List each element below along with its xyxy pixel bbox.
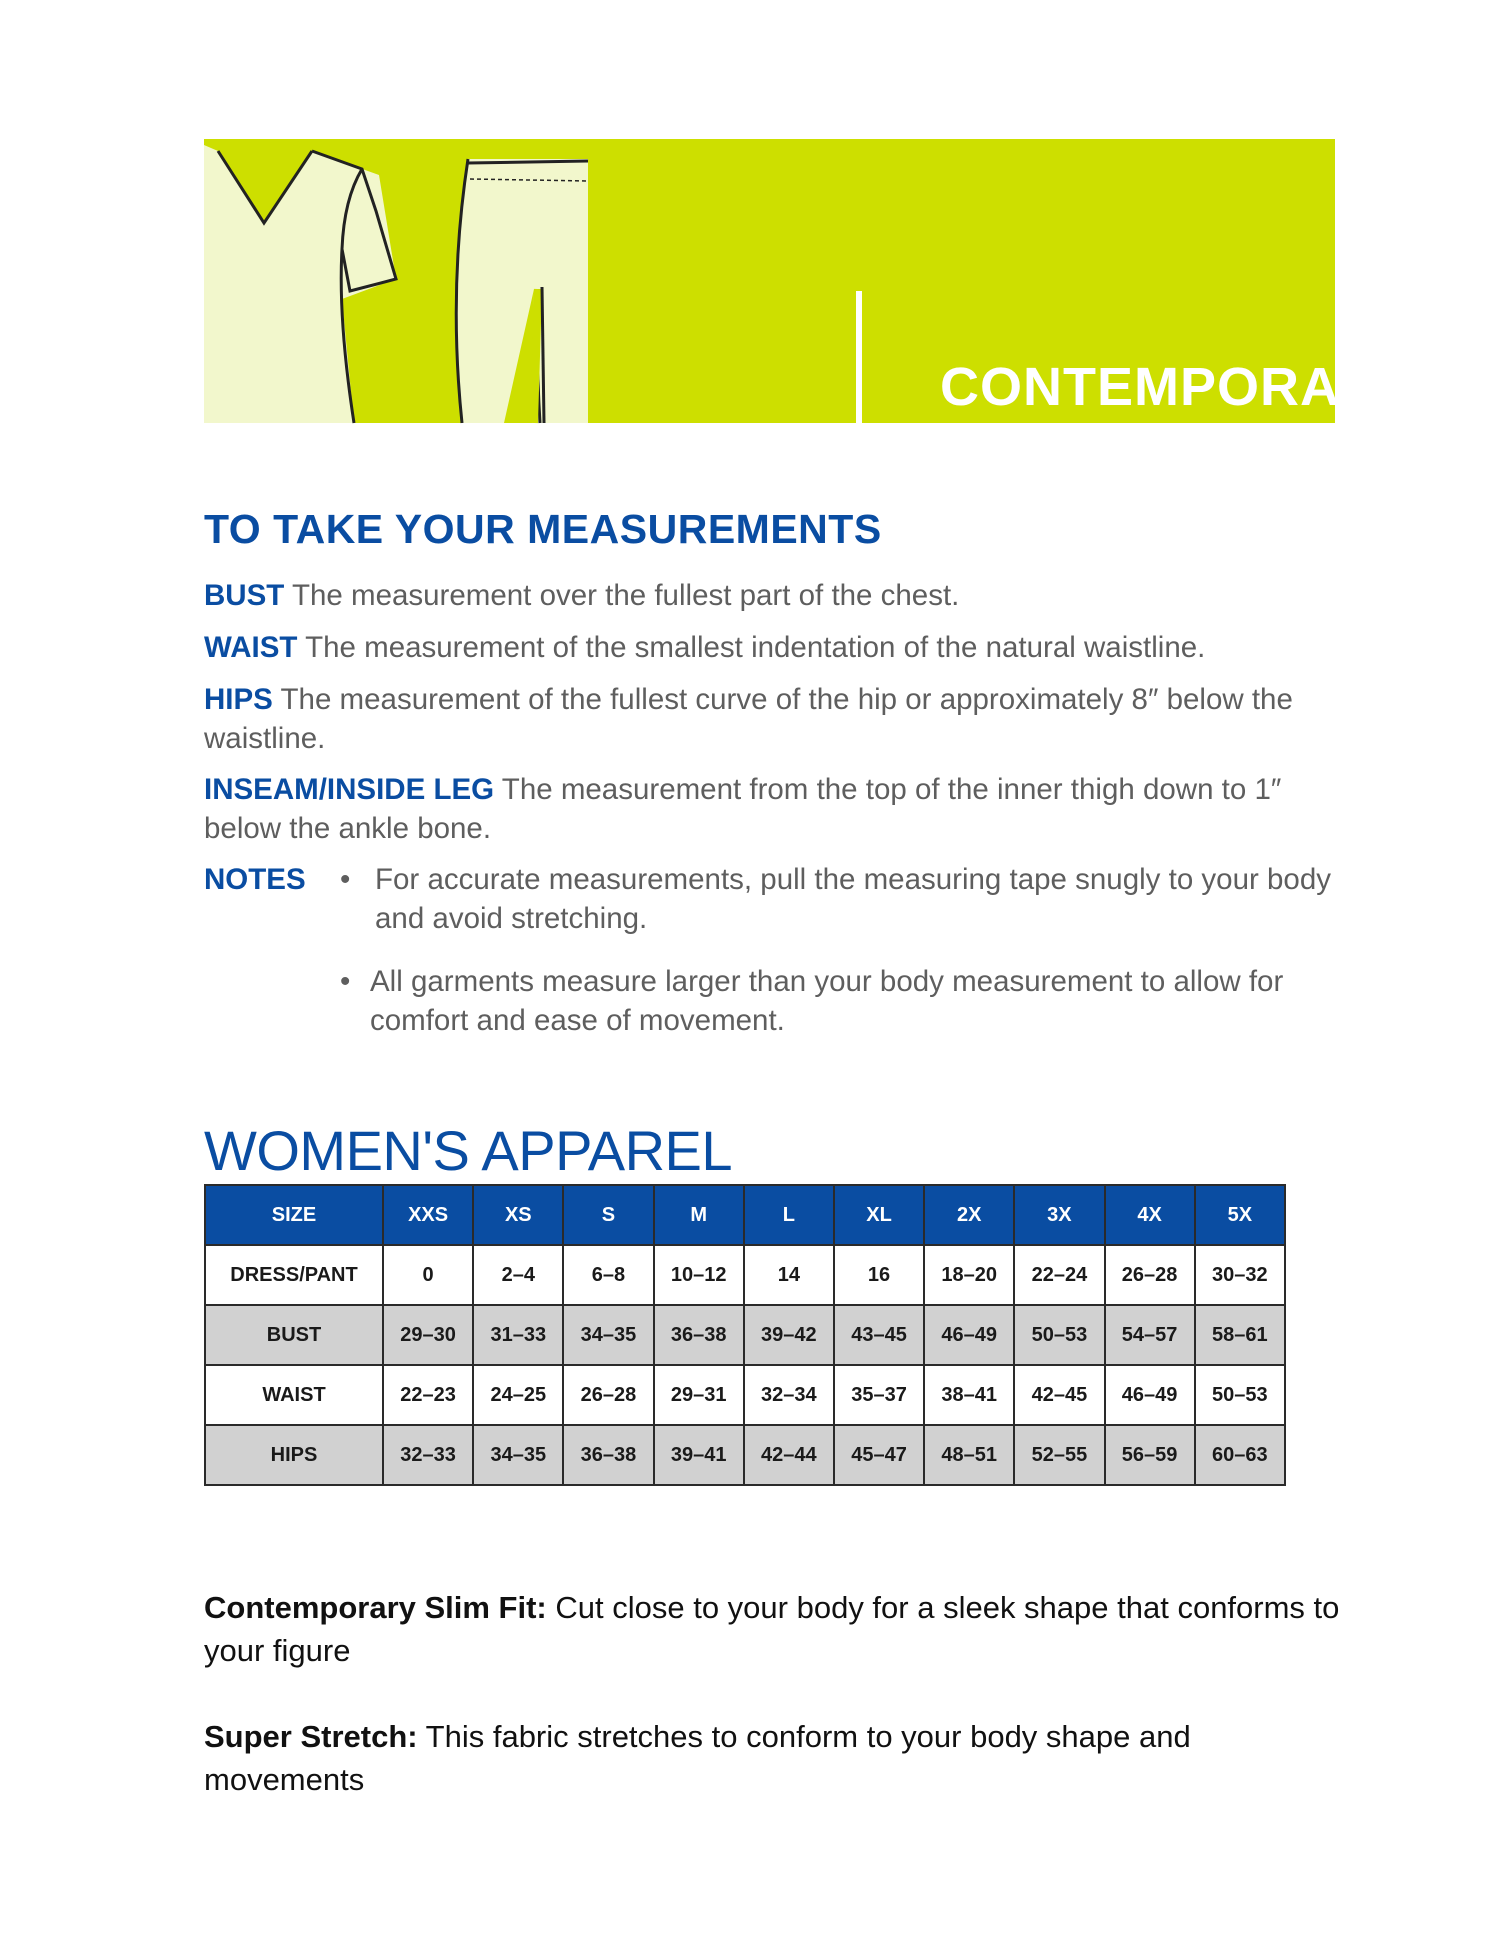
measurements-heading: TO TAKE YOUR MEASUREMENTS (204, 506, 882, 552)
table-cell: 34–35 (473, 1425, 563, 1485)
table-cell: 48–51 (924, 1425, 1014, 1485)
text-hips: The measurement of the fullest curve of the hip or approximately 8″ below the waistline. (204, 683, 1293, 755)
fit-note-lead: Super Stretch: (204, 1719, 418, 1754)
table-row (205, 1245, 1285, 1305)
table-cell: 60–63 (1195, 1425, 1285, 1485)
table-cell: 46–49 (1105, 1365, 1195, 1425)
table-cell: 32–33 (383, 1425, 473, 1485)
table-row (205, 1305, 1285, 1365)
size-chart-table (204, 1184, 1286, 1486)
table-cell: 52–55 (1014, 1425, 1104, 1485)
header-cell: L (744, 1185, 834, 1245)
table-cell: 16 (834, 1245, 924, 1305)
fit-note-lead: Contemporary Slim Fit: (204, 1590, 547, 1625)
table-cell: 39–42 (744, 1305, 834, 1365)
header-cell: XXS (383, 1185, 473, 1245)
header-cell: XS (473, 1185, 563, 1245)
table-cell: 50–53 (1195, 1365, 1285, 1425)
note-text: All garments measure larger than your body measurement to allow for comfort and ease of movement. (370, 965, 1284, 1037)
term-bust: BUST (204, 579, 285, 612)
fit-note-stretch (204, 1715, 1344, 1801)
table-cell: 2–4 (473, 1245, 563, 1305)
bullet-icon: • (340, 863, 351, 896)
table-cell: 58–61 (1195, 1305, 1285, 1365)
table-cell: 29–31 (654, 1365, 744, 1425)
text-bust: The measurement over the fullest part of the chest. (291, 579, 960, 612)
row-label: WAIST (205, 1365, 383, 1425)
measure-inseam (204, 770, 1314, 848)
table-cell: 29–30 (383, 1305, 473, 1365)
fit-note-text: This fabric stretches to conform to your body shape and movements (204, 1719, 1191, 1797)
table-row (205, 1425, 1285, 1485)
table-cell: 36–38 (654, 1305, 744, 1365)
text-waist: The measurement of the smallest indentation of the natural waistline. (305, 631, 1206, 664)
table-cell: 14 (744, 1245, 834, 1305)
table-cell: 38–41 (924, 1365, 1014, 1425)
bullet-icon: • (340, 965, 351, 998)
table-cell: 56–59 (1105, 1425, 1195, 1485)
notes-label: NOTES (204, 863, 306, 896)
measure-waist (204, 628, 1384, 667)
table-row (205, 1365, 1285, 1425)
note-text: For accurate measurements, pull the measuring tape snugly to your body and avoid stretching. (375, 863, 1331, 935)
table-cell: 42–45 (1014, 1365, 1104, 1425)
header-cell: M (654, 1185, 744, 1245)
scrub-top-and-pant-illustration-icon (204, 139, 588, 423)
table-cell: 39–41 (654, 1425, 744, 1485)
table-cell: 22–23 (383, 1365, 473, 1425)
note-item (340, 860, 1380, 938)
banner-title: CONTEMPORARY SLIM FIT (940, 357, 1416, 481)
header-cell: 3X (1014, 1185, 1104, 1245)
table-cell: 30–32 (1195, 1245, 1285, 1305)
table-cell: 42–44 (744, 1425, 834, 1485)
size-header-row (205, 1185, 1285, 1245)
table-cell: 34–35 (563, 1305, 653, 1365)
row-label: DRESS/PANT (205, 1245, 383, 1305)
term-waist: WAIST (204, 631, 298, 664)
header-cell: XL (834, 1185, 924, 1245)
header-cell: 5X (1195, 1185, 1285, 1245)
fit-note-slim (204, 1586, 1344, 1672)
row-label: HIPS (205, 1425, 383, 1485)
fit-note-text: Cut close to your body for a sleek shape that conforms to your figure (204, 1590, 1340, 1668)
table-cell: 24–25 (473, 1365, 563, 1425)
header-cell: SIZE (205, 1185, 383, 1245)
table-cell: 6–8 (563, 1245, 653, 1305)
row-label: BUST (205, 1305, 383, 1365)
header-cell: 4X (1105, 1185, 1195, 1245)
table-cell: 26–28 (563, 1365, 653, 1425)
measure-hips (204, 680, 1304, 758)
table-cell: 35–37 (834, 1365, 924, 1425)
table-cell: 31–33 (473, 1305, 563, 1365)
note-item (340, 962, 1320, 1040)
term-hips: HIPS (204, 683, 273, 716)
table-cell: 36–38 (563, 1425, 653, 1485)
table-cell: 45–47 (834, 1425, 924, 1485)
header-cell: S (563, 1185, 653, 1245)
table-cell: 43–45 (834, 1305, 924, 1365)
text-inseam: The measurement from the top of the inner thigh down to 1″ below the ankle bone. (204, 773, 1282, 845)
table-cell: 26–28 (1105, 1245, 1195, 1305)
table-cell: 10–12 (654, 1245, 744, 1305)
table-cell: 54–57 (1105, 1305, 1195, 1365)
apparel-title: WOMEN'S APPAREL (204, 1119, 733, 1182)
table-cell: 32–34 (744, 1365, 834, 1425)
table-cell: 18–20 (924, 1245, 1014, 1305)
table-cell: 22–24 (1014, 1245, 1104, 1305)
table-cell: 50–53 (1014, 1305, 1104, 1365)
measure-bust (204, 576, 1354, 615)
table-cell: 0 (383, 1245, 473, 1305)
fit-banner (204, 139, 1416, 481)
table-cell: 46–49 (924, 1305, 1014, 1365)
term-inseam: INSEAM/INSIDE LEG (204, 773, 495, 806)
header-cell: 2X (924, 1185, 1014, 1245)
